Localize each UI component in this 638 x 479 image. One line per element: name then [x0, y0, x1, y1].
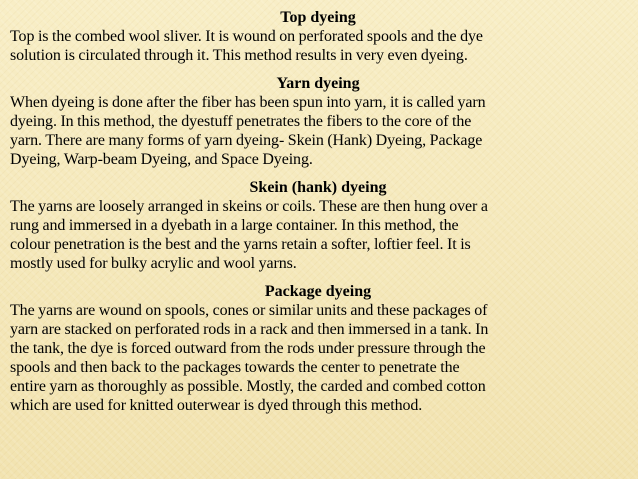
text-line: dyeing. In this method, the dyestuff penetrates the fibers to the core of the [10, 113, 472, 130]
section-top-dyeing [10, 8, 626, 65]
heading-package-dyeing: Package dyeing [264, 283, 372, 300]
text-line: mostly used for bulky acrylic and wool yarns. [10, 255, 297, 272]
paragraph-skein-dyeing [10, 197, 626, 273]
section-package-dyeing [10, 282, 626, 415]
text-line: yarn are stacked on perforated rods in a rack and then immersed in a tank. In [10, 321, 489, 338]
text-line: yarn. There are many forms of yarn dyeing- Skein (Hank) Dyeing, Package [10, 132, 483, 149]
text-line: rung and immersed in a dyebath in a large container. In this method, the [10, 217, 459, 234]
text-line: which are used for knitted outerwear is dyed through this method. [10, 397, 423, 414]
text-line: entire yarn as thoroughly as possible. Mostly, the carded and combed cotton [10, 378, 486, 395]
section-yarn-dyeing [10, 74, 626, 169]
text-line: The yarns are loosely arranged in skeins or coils. These are then hung over a [10, 198, 488, 215]
text-line: spools and then back to the packages towards the center to penetrate the [10, 359, 460, 376]
text-line: the tank, the dye is forced outward from the rods under pressure through the [10, 340, 486, 357]
paragraph-top-dyeing [10, 27, 626, 65]
text-line: Dyeing, Warp-beam Dyeing, and Space Dyeing. [10, 151, 313, 168]
heading-top-dyeing: Top dyeing [280, 9, 356, 26]
text-line: Top is the combed wool sliver. It is wound on perforated spools and the dye [10, 28, 483, 45]
heading-skein-dyeing: Skein (hank) dyeing [249, 179, 387, 196]
text-line: colour penetration is the best and the yarns retain a softer, loftier feel. It is [10, 236, 471, 253]
section-skein-dyeing [10, 178, 626, 273]
paragraph-package-dyeing [10, 301, 626, 415]
heading-yarn-dyeing: Yarn dyeing [276, 75, 360, 92]
text-line: solution is circulated through it. This method results in very even dyeing. [10, 47, 468, 64]
text-line: The yarns are wound on spools, cones or similar units and these packages of [10, 302, 488, 319]
text-line: When dyeing is done after the fiber has been spun into yarn, it is called yarn [10, 94, 486, 111]
paragraph-yarn-dyeing [10, 93, 626, 169]
